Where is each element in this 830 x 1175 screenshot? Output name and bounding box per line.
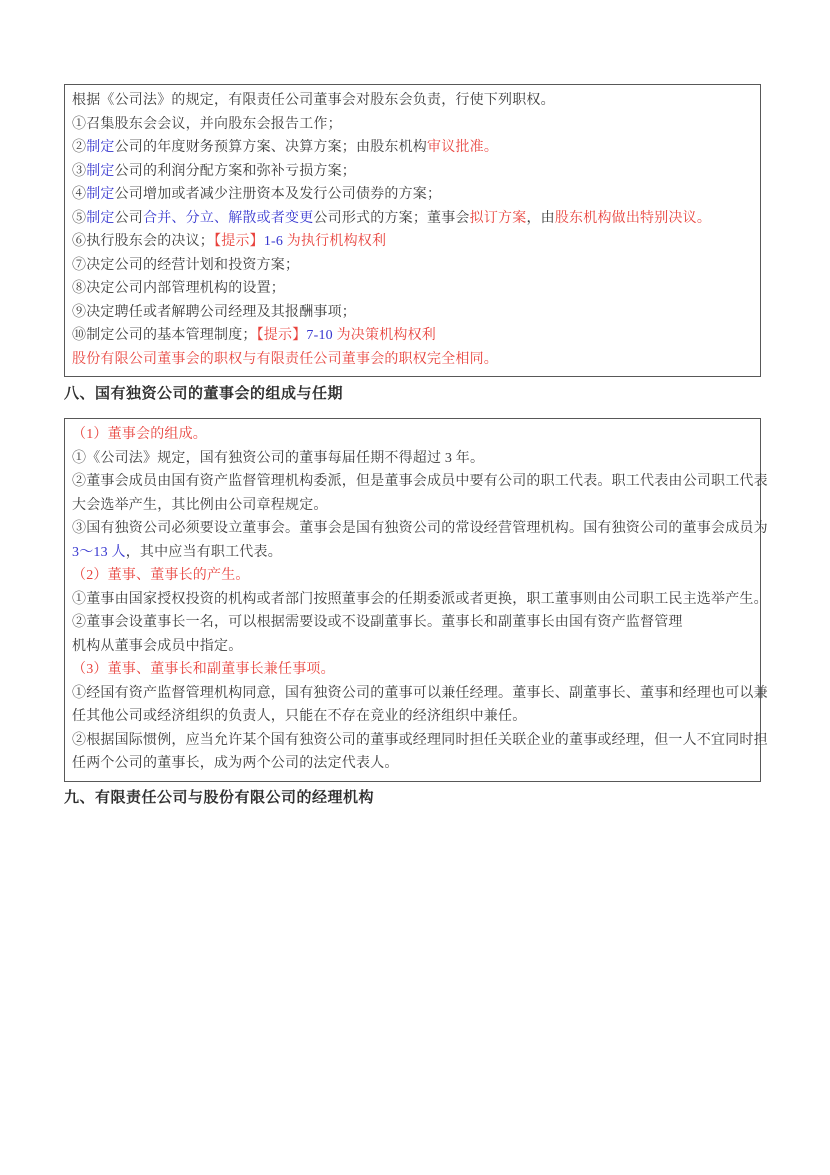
text-segment-red: （2）董事、董事长的产生。 bbox=[72, 568, 250, 583]
text-segment-black: 根据《公司法》的规定，有限责任公司董事会对股东会负责，行使下列职权。 bbox=[72, 93, 555, 108]
text-segment-black: 公司的年度财务预算方案、决算方案；由股东机构 bbox=[114, 140, 428, 155]
text-segment-black: ⑥执行股东会的决议； bbox=[72, 234, 214, 249]
text-segment-black: ②董事会设董事长一名，可以根据需要设或不设副董事长。董事长和副董事长由国有资产监督管理 bbox=[72, 615, 683, 630]
text-segment-black: ④ bbox=[72, 187, 87, 202]
text-segment-red: 审议批准。 bbox=[427, 140, 499, 155]
text-line bbox=[72, 470, 768, 494]
text-line bbox=[72, 277, 753, 301]
text-line bbox=[72, 729, 768, 753]
text-segment-black: ② bbox=[72, 140, 87, 155]
text-segment-blue: 制定 bbox=[86, 187, 115, 202]
text-segment-red: 股东机构做出特别决议。 bbox=[554, 210, 712, 226]
text-line bbox=[72, 752, 753, 776]
text-line bbox=[72, 301, 753, 325]
text-line bbox=[72, 564, 753, 588]
board-composition-box bbox=[64, 418, 768, 782]
text-segment-black: ⑩制定公司的基本管理制度； bbox=[72, 328, 257, 343]
text-segment-black: ①召集股东会会议，并向股东会报告工作； bbox=[72, 116, 342, 132]
text-line bbox=[72, 447, 753, 471]
text-segment-red: 【提示】 bbox=[214, 234, 264, 249]
text-segment-black: ①《公司法》规定，国有独资公司的董事每届任期不得超过 3 年。 bbox=[72, 450, 485, 466]
text-segment-red: 为决策机构权利 bbox=[332, 328, 436, 343]
text-segment-black: 公司的利润分配方案和弥补亏损方案； bbox=[114, 163, 357, 179]
text-segment-black: ，其中应当有职工代表。 bbox=[125, 544, 282, 560]
section-heading-8: 八、国有独资公司的董事会的组成与任期 bbox=[64, 386, 344, 402]
text-segment-black: ②根据国际惯例，应当允许某个国有独资公司的董事或经理同时担任关联企业的董事或经理，但一人不宜同时担 bbox=[72, 732, 768, 748]
text-segment-black: 公司增加或者减少注册资本及发行公司债券的方案； bbox=[114, 187, 442, 202]
text-segment-black: 任两个公司的董事长，成为两个公司的法定代表人。 bbox=[72, 756, 399, 771]
text-segment-black: ⑧决定公司内部管理机构的设置； bbox=[72, 281, 285, 296]
text-segment-black: 机构从董事会成员中指定。 bbox=[72, 638, 243, 654]
text-line bbox=[72, 517, 768, 541]
text-segment-blue: 制定 bbox=[86, 163, 115, 179]
text-segment-black: 大会选举产生，其比例由公司章程规定。 bbox=[72, 497, 328, 513]
text-segment-red: （1）董事会的组成。 bbox=[72, 427, 207, 442]
board-duties-box bbox=[64, 84, 761, 377]
text-segment-black: ①经国有资产监督管理机构同意，国有独资公司的董事可以兼任经理。董事长、副董事长、董事和经理也可以兼 bbox=[72, 685, 768, 701]
text-segment-black: ⑨决定聘任或者解聘公司经理及其报酬事项； bbox=[72, 304, 356, 320]
text-line bbox=[72, 705, 753, 729]
text-line bbox=[72, 541, 753, 565]
text-line bbox=[72, 136, 753, 160]
text-segment-black: 任其他公司或经济组织的负责人，只能在不存在竞业的经济组织中兼任。 bbox=[72, 709, 527, 724]
text-line bbox=[72, 324, 753, 348]
text-line bbox=[72, 348, 753, 372]
text-segment-blue: 7-10 bbox=[306, 328, 333, 343]
text-line bbox=[72, 682, 768, 706]
section-heading-9: 九、有限责任公司与股份有限公司的经理机构 bbox=[64, 790, 375, 806]
text-segment-black: ③国有独资公司必须要设立董事会。董事会是国有独资公司的常设经营管理机构。国有独资公司的董事会成员为 bbox=[72, 521, 768, 536]
text-line bbox=[72, 89, 753, 113]
text-segment-blue: 合并、分立、解散或者变更 bbox=[143, 210, 314, 226]
text-line bbox=[72, 658, 753, 682]
text-segment-black: 公司形式的方案；董事会 bbox=[313, 210, 470, 226]
text-line bbox=[72, 494, 753, 518]
text-segment-black: 公司 bbox=[114, 210, 144, 226]
text-segment-black: ①董事由国家授权投资的机构或者部门按照董事会的任期委派或者更换，职工董事则由公司职工民主选举产生。 bbox=[72, 591, 768, 607]
text-line bbox=[72, 611, 753, 635]
text-segment-black: ⑤ bbox=[72, 210, 87, 226]
text-line bbox=[72, 207, 753, 231]
text-segment-black: ③ bbox=[72, 163, 87, 179]
text-segment-red: 为执行机构权利 bbox=[283, 234, 387, 249]
text-segment-black: ，由 bbox=[526, 210, 555, 226]
text-line bbox=[72, 230, 753, 254]
text-segment-black: ②董事会成员由国有资产监督管理机构委派，但是董事会成员中要有公司的职工代表。职工代表由公司职工代表 bbox=[72, 474, 768, 489]
text-segment-blue: 1-6 bbox=[263, 234, 284, 249]
text-line bbox=[72, 254, 753, 278]
text-segment-blue: 3～13 人 bbox=[72, 544, 126, 560]
text-segment-black: ⑦决定公司的经营计划和投资方案； bbox=[72, 257, 300, 273]
text-segment-blue: 制定 bbox=[86, 140, 115, 155]
text-segment-blue: 制定 bbox=[86, 210, 115, 226]
text-line bbox=[72, 588, 768, 612]
text-segment-red: 【提示】 bbox=[256, 328, 307, 343]
text-line bbox=[72, 160, 753, 184]
text-line bbox=[72, 183, 753, 207]
text-line bbox=[72, 113, 753, 137]
text-line bbox=[72, 423, 753, 447]
text-segment-red: 拟订方案 bbox=[469, 210, 527, 226]
text-segment-red: 股份有限公司董事会的职权与有限责任公司董事会的职权完全相同。 bbox=[72, 351, 498, 367]
text-line bbox=[72, 635, 753, 659]
text-segment-red: （3）董事、董事长和副董事长兼任事项。 bbox=[72, 662, 335, 677]
